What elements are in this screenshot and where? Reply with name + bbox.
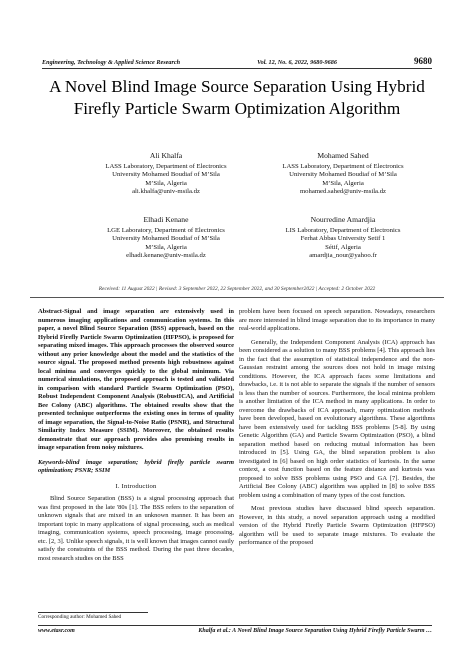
author-name: Nourredine Amardjia bbox=[310, 215, 376, 224]
author-affiliation: University Mohamed Boudiaf of M’Sila bbox=[289, 171, 397, 179]
page-number: 9680 bbox=[414, 56, 432, 66]
section-heading: I. Introduction bbox=[115, 482, 157, 490]
body-paragraph: Generally, the Independent Component Analysis (ICA) approach has been considered as a solution to many BSS problems [4]. This approach lies in the fact that the assumption of statistical independence and the non-Gaussian restraint among the sources does not hold in image mixing conditions. However, the ICA approach faces some limitations and drawbacks, i.e. it is not able to separate the signals if the number of sensors is less than the number of sources. Furthermore, the local minima problem is another limitation of the ICA method in many applications. In order to overcome the drawbacks of ICA approach, many optimization methods have been developed, based on evolutionary algorithms. These algorithms have been extensively used for tackling BSS problems [5-8]. By using Genetic Algorithm (GA) and Particle Swarm Optimization (PSO), a blind separation method based on reducing mutual information has been introduced in [5]. Using GA, the blind separation problem is also investigated in [6] based on high order statistics of kurtosis. In the same context, a cost function based on the feature distance and kurtosis was proposed to solve BSS problems using PSO and GA [7]. Besides, the Artificial Bee Colony (ABC) algorithm was applied in [8] to solve BSS problem using a combination of many types of the cost function. bbox=[239, 338, 436, 499]
author-email[interactable]: elhadi.kenane@univ-msila.dz bbox=[126, 252, 206, 260]
author-block-2 bbox=[243, 152, 443, 197]
author-affiliation: LASS Laboratory, Department of Electronics bbox=[282, 162, 404, 170]
author-name: Elhadi Kenane bbox=[143, 215, 189, 224]
journal-website[interactable]: www.etasr.com bbox=[38, 628, 75, 634]
journal-name: Engineering, Technology & Applied Science Research bbox=[42, 59, 181, 66]
author-name: Mohamed Sahed bbox=[317, 151, 369, 160]
received-dates: Received: 11 August 2022 | Revised: 3 September 2022, 22 September 2022, and 30 September2022 | Accepted: 2 October 2022 bbox=[30, 286, 444, 298]
author-block-3 bbox=[66, 216, 266, 261]
body-paragraph: Most previous studies have discussed blind speech separation. However, in this study, a novel separation approach using a modified version of the Hybrid Firefly Particle Swarm Optimization (HFPSO) algorithm will be used to separate image mixtures. To evaluate the performance of the proposed bbox=[239, 505, 435, 546]
volume-info: Vol. 12, No. 6, 2022, 9680-9686 bbox=[257, 59, 337, 66]
author-affiliation: University Mohamed Boudiaf of M’Sila bbox=[112, 235, 220, 243]
running-footer bbox=[38, 625, 432, 634]
abstract: Abstract-Signal and image separation are extensively used in numerous imaging applications and communication systems. In this paper, a novel Blind Source Separation (BSS) approach, based on the Hybrid Firefly Particle Swarm Optimization (HFPSO), is proposed for separating mixed images. This approach processes the observed source without any prior knowledge about the model and the statistics of the source signal. The proposed method presents high robustness against local minima and converges quickly to the global minimum. Via numerical simulations, the proposed approach is tested and validated in comparison with standard Particle Swarm Optimization (PSO), Robust Independent Component Analysis (RobustICA), and Artificial Bee Colony (ABC) algorithms. The obtained results show that the presented technique outperforms the existing ones in terms of quality of image separation, the Signal-to-Noise Ratio (PSNR), and Structural Similarity Index Measure (SSIM). Moreover, the obtained results demonstrate that our approach provides also promising results in image separation from noisy mixtures. bbox=[38, 308, 234, 451]
author-email[interactable]: amardjia_nour@yahoo.fr bbox=[309, 252, 377, 260]
author-affiliation: LIS Laboratory, Department of Electronics bbox=[285, 226, 401, 234]
author-email[interactable]: mohamed.sahed@univ-msila.dz bbox=[299, 188, 387, 196]
keywords: Keywords-blind image separation; hybrid firefly particle swarm optimization; PSNR; SSIM bbox=[38, 458, 234, 474]
author-email[interactable]: ali.khalfa@univ-msila.dz bbox=[132, 188, 200, 196]
intro-paragraph: Blind Source Separation (BSS) is a signal processing approach that was first proposed in the late '80s [1]. The BSS refers to the separation of unknown signals that are mixed in an unknown manner. It has been an important topic in many applications of signal processing, such as medical imaging, communication systems, speech processing, image processing, etc. [2, 3]. Unlike speech signals, it is well known that images cannot easily satisfy the constraints of the BSS method. During the past three decades, most research studies on the BSS bbox=[38, 495, 234, 562]
paper-title: A Novel Blind Image Source Separation Using Hybrid Firefly Particle Swarm Optimization Algorithm bbox=[49, 77, 425, 118]
author-location: M’Sila, Algeria bbox=[322, 179, 364, 187]
right-column bbox=[239, 308, 435, 548]
author-affiliation: LASS Laboratory, Department of Electronics bbox=[105, 162, 227, 170]
author-affiliation: University Mohamed Boudiaf of M’Sila bbox=[112, 171, 220, 179]
author-name: Ali Khalfa bbox=[149, 151, 183, 160]
author-location: M’Sila, Algeria bbox=[145, 179, 187, 187]
running-header bbox=[42, 56, 432, 69]
left-column bbox=[38, 308, 234, 563]
footer-citation: Khalfa et al.: A Novel Blind Image Source Separation Using Hybrid Firefly Particle Swarm … bbox=[198, 628, 432, 634]
author-block-1 bbox=[66, 152, 266, 197]
author-location: Sétif, Algeria bbox=[325, 243, 361, 251]
body-paragraph: problem have been focused on speech separation. Nowadays, researchers are more interested in blind image separation due to its importance in many real-world applications. bbox=[239, 308, 435, 332]
corresponding-author-note: Corresponding author: Mohamed Sahed bbox=[38, 612, 148, 620]
author-location: M’Sila, Algeria bbox=[145, 243, 187, 251]
author-affiliation: Ferhat Abbas University Setif 1 bbox=[300, 235, 386, 243]
author-block-4 bbox=[243, 216, 443, 261]
author-affiliation: LGE Laboratory, Department of Electronics bbox=[107, 226, 225, 234]
